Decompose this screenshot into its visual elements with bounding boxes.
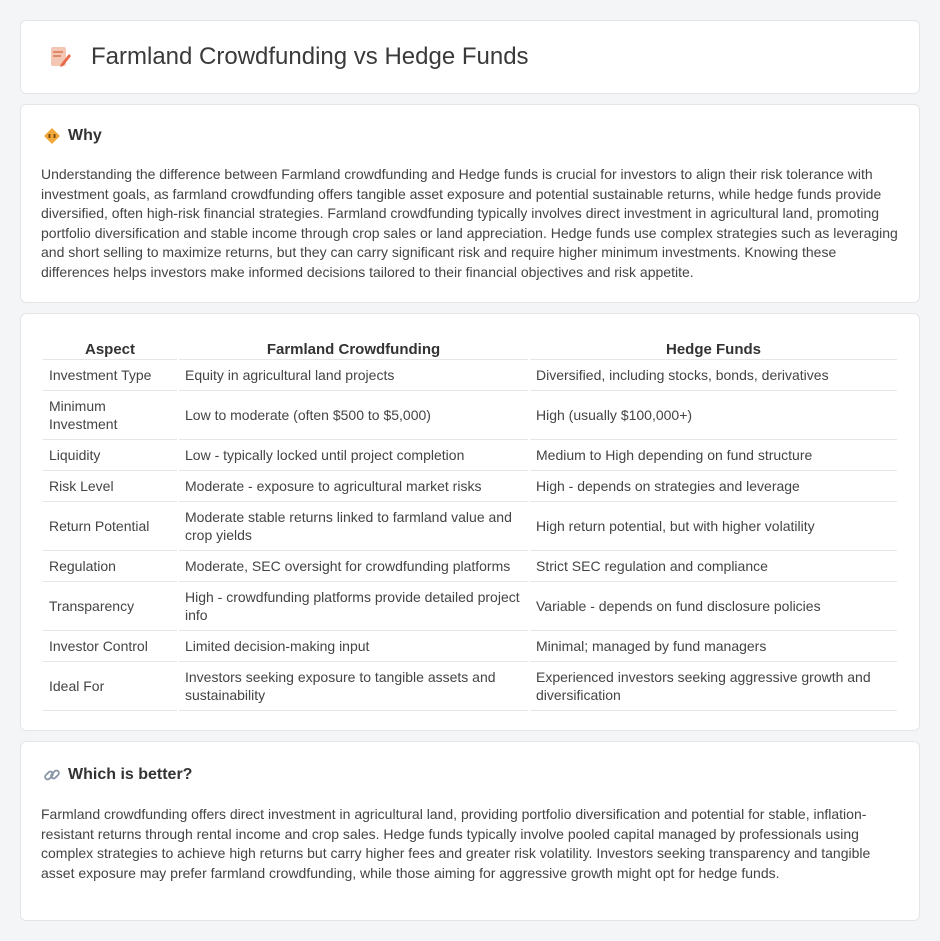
table-row — [43, 582, 897, 631]
row-farmland-value: Moderate stable returns linked to farmland value and crop yields — [179, 502, 528, 551]
column-header-farmland: Farmland Crowdfunding — [179, 334, 528, 360]
row-aspect: Return Potential — [43, 502, 177, 551]
row-aspect: Transparency — [43, 582, 177, 631]
row-farmland-value: High - crowdfunding platforms provide detailed project info — [179, 582, 528, 631]
row-hedge-value: Strict SEC regulation and compliance — [530, 551, 897, 582]
row-farmland-value: Limited decision-making input — [179, 631, 528, 662]
row-aspect: Ideal For — [43, 662, 177, 711]
row-hedge-value: Minimal; managed by fund managers — [530, 631, 897, 662]
why-card — [20, 104, 920, 303]
column-header-aspect: Aspect — [43, 334, 177, 360]
row-aspect: Risk Level — [43, 471, 177, 502]
row-farmland-value: Moderate - exposure to agricultural market risks — [179, 471, 528, 502]
which-is-better-heading: Which is better? — [68, 766, 193, 783]
row-aspect: Investment Type — [43, 360, 177, 391]
link-icon — [43, 766, 61, 784]
row-aspect: Regulation — [43, 551, 177, 582]
row-hedge-value: High - depends on strategies and leverage — [530, 471, 897, 502]
row-farmland-value: Investors seeking exposure to tangible assets and sustainability — [179, 662, 528, 711]
row-aspect: Minimum Investment — [43, 391, 177, 440]
table-row — [43, 662, 897, 711]
row-hedge-value: High (usually $100,000+) — [530, 391, 897, 440]
comparison-card — [20, 313, 920, 731]
page-title: Farmland Crowdfunding vs Hedge Funds — [91, 43, 529, 70]
comparison-table — [41, 334, 899, 711]
which-is-better-paragraph: Farmland crowdfunding offers direct investment in agricultural land, providing portfolio diversification and potential for stable, inflation-resistant returns through rental income and crop sales. Hedge funds typically involve pooled capital managed by professionals using complex strategies to achieve high returns but carry higher fees and greater risk volatility. Investors seeking transparency and tangible asset exposure may prefer farmland crowdfunding, while those aiming for aggressive growth might opt for hedge funds. — [41, 806, 871, 881]
why-heading: Why — [68, 127, 102, 144]
column-header-hedge: Hedge Funds — [530, 334, 897, 360]
table-row — [43, 360, 897, 391]
table-row — [43, 631, 897, 662]
row-hedge-value: Experienced investors seeking aggressive growth and diversification — [530, 662, 897, 711]
row-farmland-value: Low to moderate (often $500 to $5,000) — [179, 391, 528, 440]
row-hedge-value: High return potential, but with higher volatility — [530, 502, 897, 551]
table-row — [43, 471, 897, 502]
document-pencil-icon — [47, 44, 73, 70]
row-hedge-value: Medium to High depending on fund structure — [530, 440, 897, 471]
row-farmland-value: Low - typically locked until project completion — [179, 440, 528, 471]
row-hedge-value: Variable - depends on fund disclosure policies — [530, 582, 897, 631]
table-row — [43, 391, 897, 440]
which-is-better-card — [20, 741, 920, 921]
row-hedge-value: Diversified, including stocks, bonds, derivatives — [530, 360, 897, 391]
title-card — [20, 20, 920, 94]
row-farmland-value: Moderate, SEC oversight for crowdfunding platforms — [179, 551, 528, 582]
why-paragraph: Understanding the difference between Farmland crowdfunding and Hedge funds is crucial for investors to align their risk tolerance with investment goals, as farmland crowdfunding offers tangible asset exposure and potential sustainable returns, while hedge funds provide diversified, often high-risk financial strategies. Farmland crowdfunding typically involves direct investment in agricultural land, promoting portfolio diversification and stable income through crop sales or land appreciation. Hedge funds use complex strategies such as leveraging and short selling to maximize returns, but they can carry significant risk and require higher minimum investments. Knowing these differences helps investors make informed decisions tailored to their financial objectives and risk appetite. — [41, 166, 898, 280]
table-row — [43, 551, 897, 582]
table-row — [43, 502, 897, 551]
lightbulb-icon — [43, 127, 61, 145]
row-farmland-value: Equity in agricultural land projects — [179, 360, 528, 391]
row-aspect: Investor Control — [43, 631, 177, 662]
row-aspect: Liquidity — [43, 440, 177, 471]
table-row — [43, 440, 897, 471]
